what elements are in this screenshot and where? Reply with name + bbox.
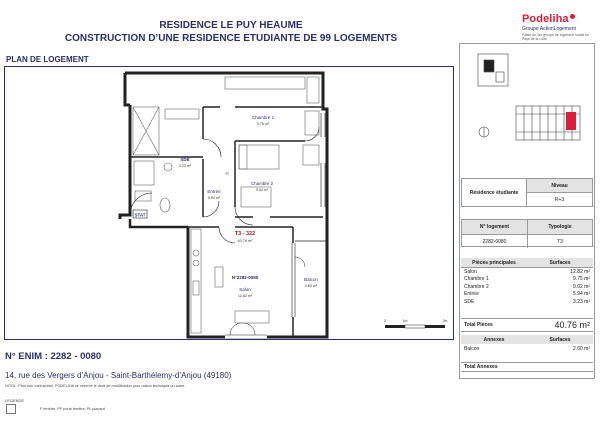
typologie-header: Typologie [527, 220, 592, 234]
brand-group: Groupe ActionLogement [522, 26, 576, 32]
disclaimer-note: NOTA : Plan non contractuel, PODELIHA se réserve le droit de modification pour raison technique ou autre. [5, 384, 186, 388]
stat-label: STAT [134, 212, 146, 218]
surfaces-header: Surfaces [549, 259, 571, 266]
balcon-label: Balcon [304, 277, 318, 282]
logement-table [461, 219, 593, 247]
table-row [461, 268, 593, 276]
unit-highlight [566, 112, 576, 130]
salon-area: 12.82 m² [237, 294, 253, 298]
pieces-header: Pièces principales [472, 259, 516, 266]
piece-area: 9.02 m² [573, 283, 590, 290]
niveau-value: R+3 [554, 197, 565, 203]
table-row [461, 298, 593, 306]
total-pieces-row [461, 318, 593, 332]
entree-label: Entrée [207, 189, 221, 194]
situation-plans [468, 50, 586, 170]
logement-value: 2282-0080 [482, 238, 507, 245]
scale-tick-0: 0 [384, 319, 386, 323]
brand-logo [522, 13, 596, 41]
chambre2-label: Chambre 2 [250, 181, 274, 186]
piece-name: Entrée [464, 291, 479, 298]
table-row [461, 283, 593, 291]
piece-name: SDE [464, 298, 475, 305]
brand-tagline: Filiale du 1er groupe de logement social en Pays de la Loire [522, 33, 589, 41]
residence-label: Résidence étudiante [462, 179, 527, 206]
piece-name: Chambre 1 [464, 276, 489, 283]
entree-area: 5.94 m² [207, 196, 221, 200]
legend-swatch [6, 404, 16, 414]
unit-surface: 40.76 m² [237, 239, 253, 243]
address: 14, rue des Vergers d’Anjou - Saint-Barthélemy-d’Anjou (49180) [5, 371, 232, 380]
placard-label: Pl [225, 172, 229, 176]
annexes-header: Annexes [483, 336, 505, 343]
unit-code: T3 - 322 [234, 231, 256, 237]
typologie-value: T3 [527, 235, 592, 248]
chambre1-area: 9.75 m² [256, 122, 270, 126]
pieces-table [461, 258, 593, 306]
piece-area: 5.94 m² [573, 291, 590, 298]
sde-area: 3.23 m² [178, 164, 192, 168]
unit-number: N°2282-0080 [231, 275, 259, 280]
balcon-area: 2.60 m² [304, 284, 318, 288]
piece-area: 12.82 m² [570, 268, 590, 275]
niveau-header: Niveau [527, 179, 592, 193]
annexe-name: Balcon [464, 345, 480, 352]
project-title: RESIDENCE LE PUY HEAUME [159, 20, 303, 31]
scale-tick-2: 2m [442, 319, 448, 323]
total-pieces-value: 40.76 m² [554, 320, 590, 330]
sde-label: SDE [180, 157, 190, 162]
salon-label: Salon [239, 287, 251, 292]
brand-dot-icon [570, 14, 575, 19]
enim-number: N° ENIM : 2282 - 0080 [5, 351, 102, 362]
piece-name: Salon [464, 268, 477, 275]
total-pieces-label: Total Pièces [464, 322, 493, 328]
residence-table [461, 178, 593, 207]
piece-name: Chambre 2 [464, 283, 489, 290]
annexes-table [461, 335, 593, 353]
legend-text: F fenêtre, PF porte fenêtre, PL placard [40, 407, 105, 411]
legend-title: LEGENDE [5, 398, 25, 403]
logement-header: N° logement [479, 224, 510, 230]
project-subtitle: CONSTRUCTION D’UNE RESIDENCE ETUDIANTE DE 99 LOGEMENTS [64, 33, 398, 44]
scale-tick-1: 1m [402, 319, 408, 323]
table-row [461, 291, 593, 299]
table-row [461, 276, 593, 284]
piece-area: 3.23 m² [573, 298, 590, 305]
chambre2-area: 9.02 m² [255, 188, 269, 192]
brand-name: Podeliha [522, 13, 596, 25]
floor-plan [5, 67, 455, 340]
scale-bar [384, 319, 447, 328]
piece-area: 9.75 m² [573, 276, 590, 283]
total-annexes-row [461, 362, 593, 372]
annexe-area: 2.60 m² [573, 345, 590, 352]
total-annexes-label: Total Annexes [464, 364, 498, 370]
chambre1-label: Chambre 1 [251, 115, 275, 120]
annexes-surfaces-header: Surfaces [549, 336, 571, 343]
table-row [461, 344, 593, 353]
plan-title: PLAN DE LOGEMENT [6, 55, 89, 64]
